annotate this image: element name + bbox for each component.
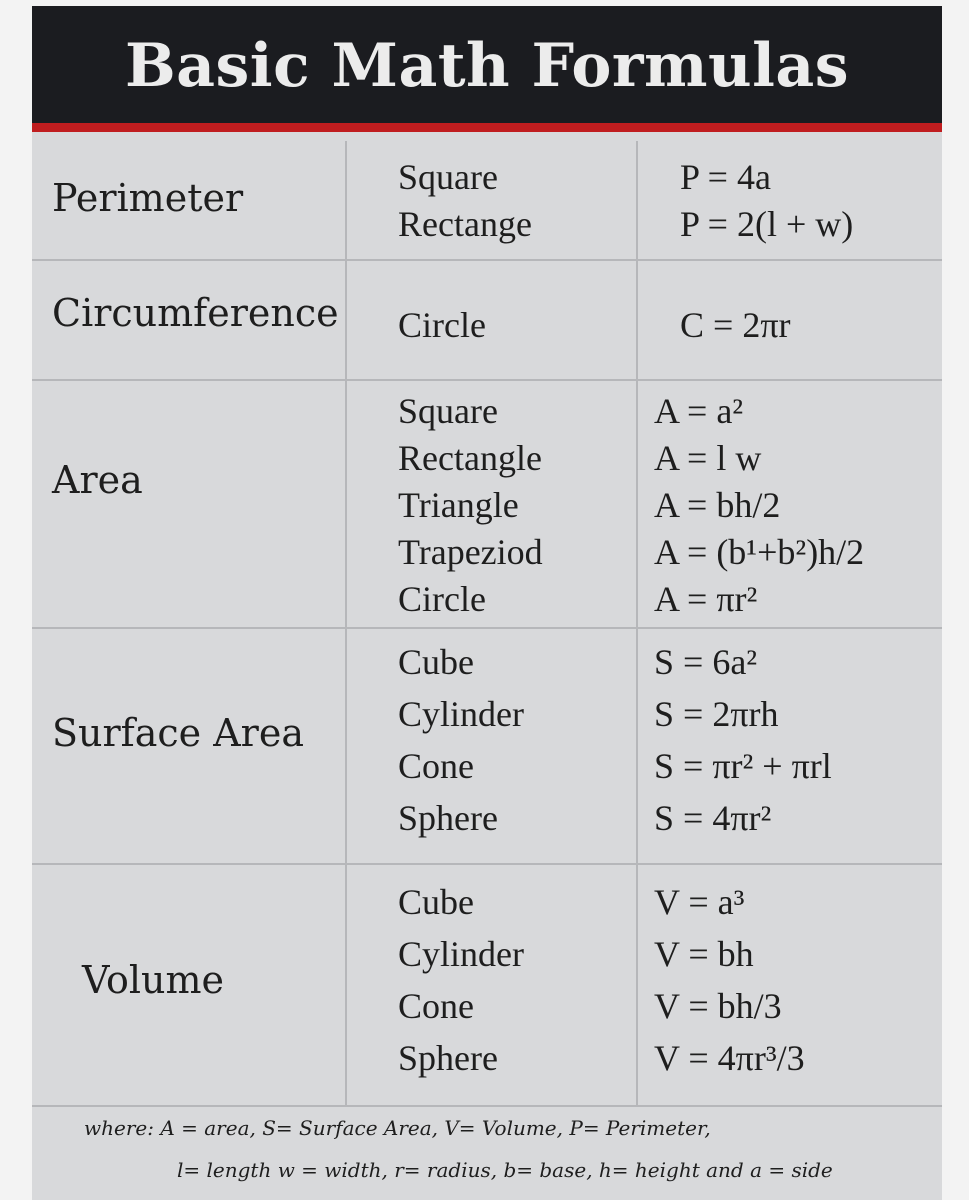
shape-name: Cube [398,882,474,922]
formula-card [32,6,942,1200]
shape-list-circumference [398,302,486,349]
shape-list-volume [398,876,524,1084]
category-label-area: Area [52,458,143,502]
formula: P = 2(l + w) [680,204,854,244]
shape-name: Sphere [398,1038,498,1078]
shape-name: Sphere [398,798,498,838]
shape-name: Rectange [398,204,532,244]
formula: S = 6a² [654,642,758,682]
shape-name: Circle [398,305,486,345]
shape-name: Cube [398,642,474,682]
shape-name: Rectangle [398,438,542,478]
formula: S = πr² + πrl [654,746,832,786]
title-bar [32,6,942,132]
shape-name: Triangle [398,485,519,525]
formula-list-perimeter [680,154,853,248]
formula: S = 2πrh [654,694,779,734]
formula-list-surface-area [654,636,832,844]
formula: A = a² [654,391,744,431]
formula: V = bh [654,934,754,974]
formula-list-circumference [680,302,790,349]
shape-list-surface-area [398,636,524,844]
shape-name: Cylinder [398,934,524,974]
formula: V = a³ [654,882,745,922]
formula: C = 2πr [680,305,791,345]
category-label-perimeter: Perimeter [52,176,244,220]
category-label-surface-area: Surface Area [52,711,304,755]
shape-name: Trapeziod [398,532,543,572]
page-title: Basic Math Formulas [124,31,850,101]
shape-name: Cone [398,986,474,1026]
category-label-circumference: Circumference [52,291,339,335]
column-divider [636,141,638,1107]
formula: V = 4πr³/3 [654,1038,805,1078]
shape-list-perimeter [398,154,532,248]
formula: P = 4a [680,157,771,197]
formula: V = bh/3 [654,986,782,1026]
formula: A = bh/2 [654,485,781,525]
footnote-line-2: l= length w = width, r= radius, b= base, h= height and a = side [177,1158,833,1182]
formula: A = πr² [654,579,758,619]
shape-name: Square [398,157,498,197]
shape-name: Square [398,391,498,431]
shape-list-area [398,388,543,623]
shape-name: Cylinder [398,694,524,734]
category-label-volume: Volume [82,958,224,1002]
formula: A = l w [654,438,762,478]
column-divider [345,141,347,1107]
formula-list-area [654,388,864,623]
formula: S = 4πr² [654,798,772,838]
shape-name: Circle [398,579,486,619]
footnote-line-1: where: A = area, S= Surface Area, V= Volume, P= Perimeter, [84,1116,711,1140]
legend-footnote [32,1106,942,1200]
formula: A = (b¹+b²)h/2 [654,532,865,572]
shape-name: Cone [398,746,474,786]
formula-list-volume [654,876,805,1084]
